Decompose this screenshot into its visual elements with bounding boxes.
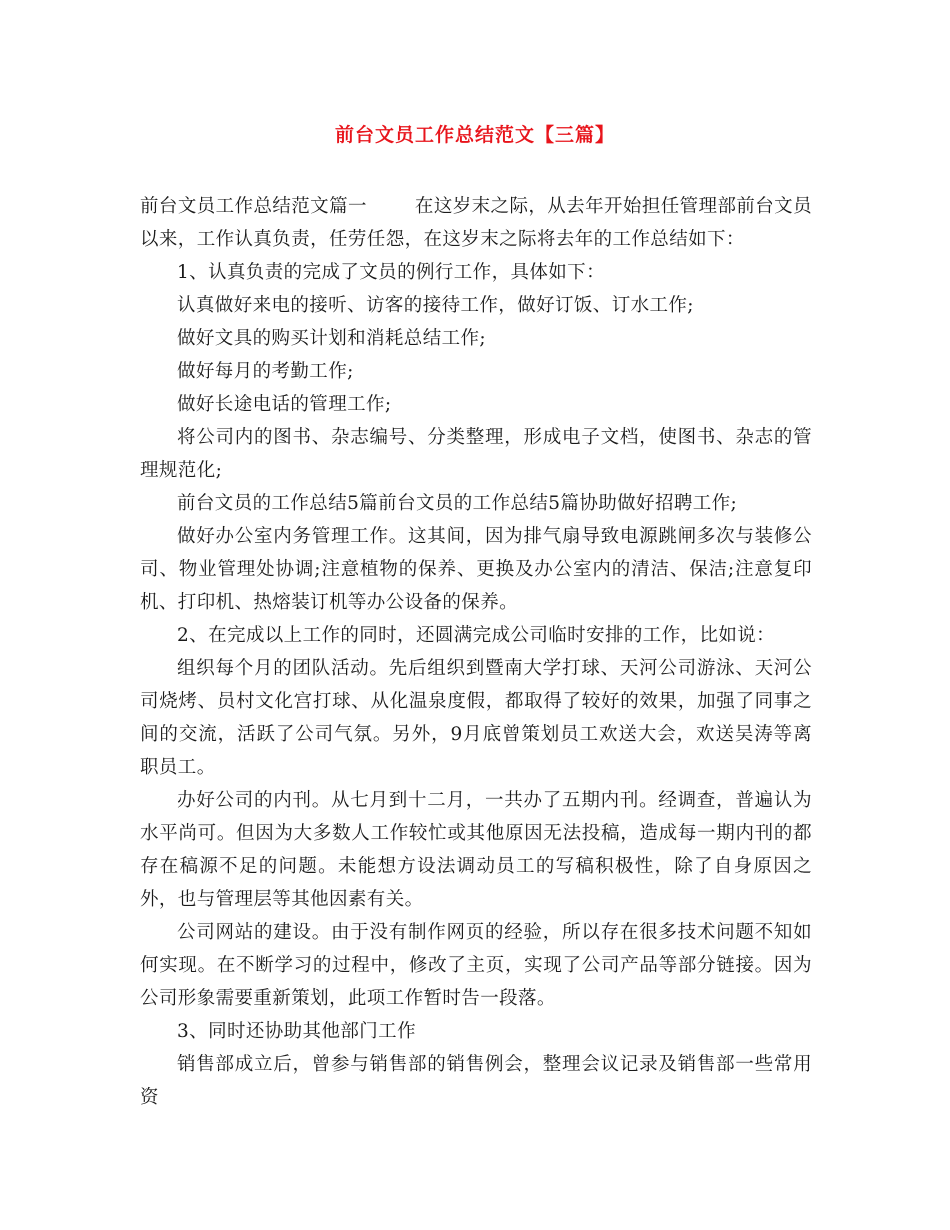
paragraph: 办好公司的内刊。从七月到十二月，一共办了五期内刊。经调查，普遍认为水平尚可。但因为大多数人工作较忙或其他原因无法投稿，造成每一期内刊的都存在稿源不足的问题。未能想方设法调动员工的写稿积极性，除了自身原因之外，也与管理层等其他因素有关。 [140,790,812,910]
paragraph: 2、在完成以上工作的同时，还圆满完成公司临时安排的工作，比如说： [177,625,776,646]
paragraph: 组织每个月的团队活动。先后组织到暨南大学打球、天河公司游泳、天河公司烧烤、员村文化宫打球、从化温泉度假，都取得了较好的效果，加强了同事之间的交流，活跃了公司气氛。另外，9月底曾策划员工欢送大会，欢送吴涛等离职员工。 [140,658,812,778]
paragraph: 前台文员的工作总结5篇前台文员的工作总结5篇协助做好招聘工作; [177,493,738,514]
paragraph: 3、同时还协助其他部门工作 [177,1021,416,1042]
paragraph: 销售部成立后，曾参与销售部的销售例会，整理会议记录及销售部一些常用资 [140,1054,812,1108]
paragraph: 做好每月的考勤工作; [177,361,354,382]
paragraph: 做好文具的购买计划和消耗总结工作; [177,328,487,349]
paragraph: 认真做好来电的接听、访客的接待工作，做好订饭、订水工作; [177,295,694,316]
paragraph-intro [140,190,812,256]
paragraph-text: 在这岁末之际，从去年开始担任管理部前台文员以来，工作认真负责，任劳任怨，在这岁末之际将去年的工作总结如下： [140,196,812,250]
document-title: 前台文员工作总结范文【三篇】 [334,124,615,146]
paragraph: 将公司内的图书、杂志编号、分类整理，形成电子文档，使图书、杂志的管理规范化; [140,427,812,481]
paragraph: 做好办公室内务管理工作。这其间，因为排气扇导致电源跳闸多次与装修公司、物业管理处协调;注意植物的保养、更换及办公室内的清洁、保洁;注意复印机、打印机、热熔装订机等办公设备的保养。 [140,526,812,613]
paragraph: 1、认真负责的完成了文员的例行工作，具体如下： [177,262,605,283]
section-heading: 前台文员工作总结范文篇一 [140,196,367,217]
paragraph: 做好长途电话的管理工作; [177,394,392,415]
paragraph: 公司网站的建设。由于没有制作网页的经验，所以存在很多技术问题不知如何实现。在不断学习的过程中，修改了主页，实现了公司产品等部分链接。因为公司形象需要重新策划，此项工作暂时告一段落。 [140,922,812,1009]
document-body [140,190,812,1114]
